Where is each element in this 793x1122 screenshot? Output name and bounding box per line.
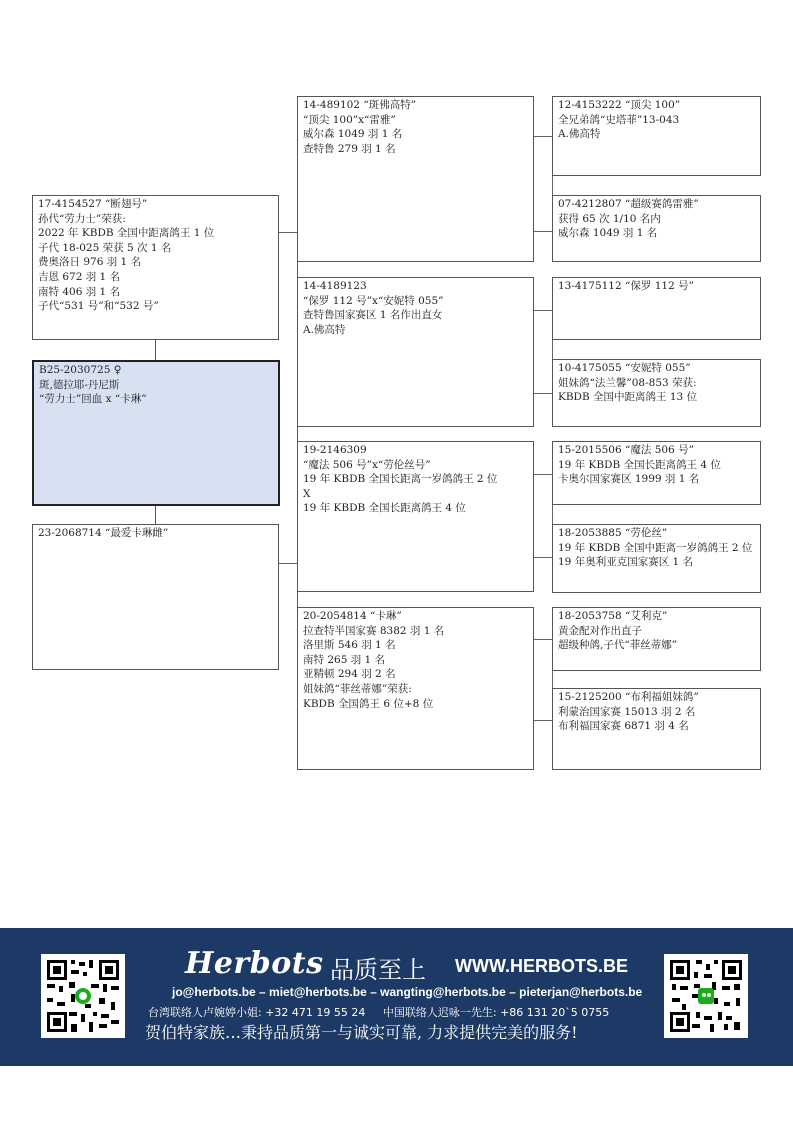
pedigree-line: A.佛高特	[303, 323, 346, 336]
pedigree-line: 14-489102 “斑佛高特”	[303, 99, 417, 111]
connector	[534, 557, 552, 558]
connector	[534, 310, 552, 311]
pedigree-line: 20-2054814 “卡琳”	[303, 610, 402, 622]
pedigree-line: 15-2125200 “布利福姐妹鸽”	[558, 691, 699, 703]
pedigree-line: 19 年 KBDB 全国中距离一岁鸽鸽王 2 位	[558, 541, 753, 554]
pedigree-line: 子代“531 号”和“532 号”	[38, 300, 159, 313]
connector	[534, 231, 552, 232]
pedigree-line: 18-2053885 “劳伦丝”	[558, 527, 668, 539]
pedigree-line: 威尔森 1049 羽 1 名	[558, 227, 658, 240]
qr-code-icon	[41, 954, 125, 1038]
wechat-qr-code-icon	[664, 954, 748, 1038]
g3-box-6	[552, 524, 761, 593]
pedigree-line: “顶尖 100”x“雷雅”	[303, 113, 396, 126]
pedigree-line: X	[303, 487, 311, 500]
pedigree-line: 17-4154527 “断翅号”	[38, 198, 148, 210]
pedigree-line: 15-2015506 “魔法 506 号”	[558, 444, 694, 456]
herbots-logo: Herbots	[185, 946, 324, 981]
pedigree-line: “保罗 112 号”x“安妮特 055”	[303, 294, 444, 307]
pedigree-line: 洛里斯 546 羽 1 名	[303, 639, 396, 652]
pedigree-line: 子代 18-025 荣获 5 次 1 名	[38, 241, 172, 254]
pedigree-line: 孙代“劳力士”荣获:	[38, 212, 126, 225]
dam-dam-box	[297, 607, 534, 770]
g3-box-4	[552, 359, 761, 427]
pedigree-line: 2022 年 KBDB 全国中距离鸽王 1 位	[38, 227, 215, 240]
pedigree-line: 获得 65 次 1/10 名内	[558, 212, 661, 225]
pedigree-line: 全兄弟鸽“史塔菲”13-043	[558, 113, 680, 126]
connector	[534, 474, 552, 475]
pedigree-line: 07-4212807 “超级赛鸽雷雅”	[558, 198, 699, 210]
dam-box	[32, 524, 279, 670]
connector	[534, 136, 552, 137]
pedigree-line: 12-4153222 “顶尖 100”	[558, 99, 681, 111]
subject-box	[32, 360, 280, 506]
footer-band	[0, 928, 793, 1066]
pedigree-line: 查特鲁国家赛区 1 名作出直女	[303, 309, 443, 322]
pedigree-line: 13-4175112 “保罗 112 号”	[558, 280, 694, 292]
connector	[534, 393, 552, 394]
pedigree-line: 19 年 KBDB 全国长距离鸽王 4 位	[303, 502, 466, 515]
pedigree-line: 费奥洛日 976 羽 1 名	[38, 256, 142, 269]
sire-box	[32, 195, 279, 340]
g3-box-7	[552, 607, 761, 671]
pedigree-line: KBDB 全国鸽王 6 位+8 位	[303, 697, 434, 710]
g3-box-5	[552, 441, 761, 505]
pedigree-line: KBDB 全国中距离鸽王 13 位	[558, 391, 698, 404]
brand-motto: 品质至上	[330, 956, 426, 984]
pedigree-line: “劳力士”回血 x “卡琳”	[39, 393, 147, 406]
pedigree-line: 姐妹鸽“菲丝蒂娜”荣获:	[303, 682, 412, 695]
pedigree-line: 斑,德拉耶-丹尼斯	[39, 378, 120, 391]
email-list[interactable]: jo@herbots.be – miet@herbots.be – wangting@herbots.be – pieterjan@herbots.be	[172, 985, 643, 999]
pedigree-line: 23-2068714 “最爱卡琳雌”	[38, 527, 169, 539]
sire-sire-box	[297, 96, 534, 262]
g3-box-8	[552, 688, 761, 770]
connector	[155, 340, 156, 360]
contact-phones	[148, 1004, 623, 1020]
taiwan-contact: 台湾联络人卢婉婷小姐: +32 471 19 55 24	[148, 1006, 366, 1019]
pedigree-line: “魔法 506 号”x“劳伦丝号”	[303, 458, 431, 471]
china-contact: 中国联络人迟咏一先生: +86 131 20`5 0755	[382, 1006, 610, 1019]
pedigree-line: 19 年 KBDB 全国长距离鸽王 4 位	[558, 458, 721, 471]
pedigree-line: A.佛高特	[558, 128, 601, 141]
g3-box-1	[552, 96, 761, 176]
pedigree-line: B25-2030725 ♀	[39, 364, 122, 376]
pedigree-line: 19-2146309	[303, 444, 367, 456]
connector	[534, 720, 552, 721]
pedigree-line: 布利福国家赛 6871 羽 4 名	[558, 720, 689, 733]
pedigree-line: 利蒙治国家赛 15013 羽 2 名	[558, 705, 696, 718]
pedigree-line: 吉恩 672 羽 1 名	[38, 270, 121, 283]
sire-dam-box	[297, 277, 534, 427]
pedigree-line: 南特 406 羽 1 名	[38, 285, 121, 298]
pedigree-line: 姐妹鸽“法兰馨”08-853 荣获:	[558, 376, 697, 389]
pedigree-line: 卡奥尔国家赛区 1999 羽 1 名	[558, 473, 700, 486]
pedigree-line: 亚精顿 294 羽 2 名	[303, 668, 396, 681]
dam-sire-box	[297, 441, 534, 592]
pedigree-line: 查特鲁 279 羽 1 名	[303, 142, 396, 155]
g3-box-2	[552, 195, 761, 262]
pedigree-line: 10-4175055 “安妮特 055”	[558, 362, 691, 374]
pedigree-line: 超级种鸽,子代“菲丝蒂娜”	[558, 639, 678, 652]
pedigree-line: 南特 265 羽 1 名	[303, 653, 386, 666]
pedigree-line: 19 年奥利亚克国家赛区 1 名	[558, 556, 694, 569]
g3-box-3	[552, 277, 761, 340]
pedigree-line: 拉查特半国家赛 8382 羽 1 名	[303, 624, 445, 637]
website-link[interactable]: WWW.HERBOTS.BE	[455, 956, 628, 976]
connector	[534, 639, 552, 640]
footer-slogan: 贺伯特家族…秉持品质第一与诚实可靠, 力求提供完美的服务!	[145, 1023, 578, 1042]
pedigree-line: 14-4189123	[303, 280, 367, 292]
brand-row	[185, 946, 628, 984]
connector	[279, 232, 297, 233]
pedigree-line: 黄金配对作出直子	[558, 624, 642, 637]
connector	[279, 563, 297, 564]
pedigree-line: 18-2053758 “艾利克”	[558, 610, 668, 622]
pedigree-line: 19 年 KBDB 全国长距离一岁鸽鸽王 2 位	[303, 473, 498, 486]
connector	[155, 505, 156, 525]
pedigree-line: 威尔森 1049 羽 1 名	[303, 128, 403, 141]
